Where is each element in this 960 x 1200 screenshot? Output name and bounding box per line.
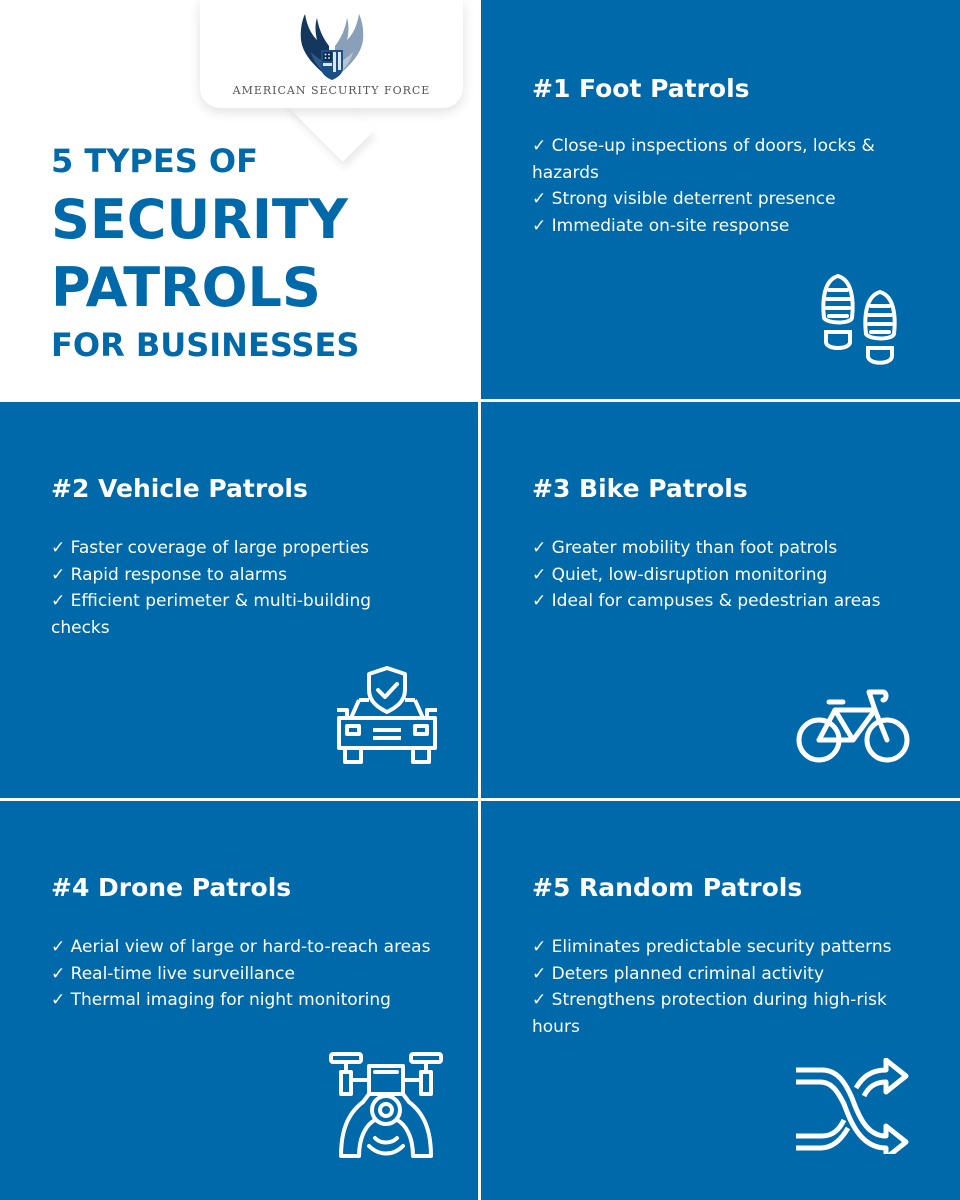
benefit-item: ✓ Aerial view of large or hard-to-reach areas bbox=[51, 937, 431, 957]
benefit-item: ✓ Close-up inspections of doors, locks & hazards bbox=[532, 136, 875, 183]
benefit-item: ✓ Deters planned criminal activity bbox=[532, 963, 825, 984]
panel-drone-patrols bbox=[0, 801, 478, 1200]
panel-title: #4 Drone Patrols bbox=[51, 873, 292, 902]
panel-bike-patrols bbox=[481, 402, 960, 798]
hero-title-line3: PATROLS bbox=[51, 256, 321, 319]
benefit-list bbox=[532, 934, 917, 1040]
panel-vehicle-patrols bbox=[0, 402, 478, 798]
panel-title: #5 Random Patrols bbox=[532, 873, 803, 902]
panel-title: #1 Foot Patrols bbox=[532, 74, 750, 103]
hero-title-line4: FOR BUSINESSES bbox=[51, 326, 360, 364]
benefit-item: ✓ Rapid response to alarms bbox=[51, 564, 287, 585]
drone-icon bbox=[329, 1050, 443, 1164]
shuffle-icon bbox=[794, 1058, 910, 1154]
benefit-item: ✓ Ideal for campuses & pedestrian areas bbox=[532, 591, 881, 611]
benefit-item: ✓ Thermal imaging for night monitoring bbox=[51, 990, 391, 1010]
panel-title: #3 Bike Patrols bbox=[532, 474, 748, 503]
panel-foot-patrols bbox=[481, 0, 960, 399]
hero-title-line2: SECURITY bbox=[51, 188, 348, 251]
logo bbox=[200, 0, 463, 110]
benefit-item: ✓ Strengthens protection during high-risk hours bbox=[532, 990, 887, 1037]
benefit-item: ✓ Real-time live surveillance bbox=[51, 963, 295, 984]
benefit-item: ✓ Quiet, low-disruption monitoring bbox=[532, 564, 828, 585]
panel-title: #2 Vehicle Patrols bbox=[51, 474, 308, 503]
bicycle-icon bbox=[795, 686, 911, 766]
panel-random-patrols bbox=[481, 801, 960, 1200]
benefit-list bbox=[51, 934, 431, 1014]
benefit-item: ✓ Faster coverage of large properties bbox=[51, 538, 370, 558]
benefit-list bbox=[532, 133, 902, 239]
benefit-item: ✓ Strong visible deterrent presence bbox=[532, 189, 836, 209]
car-shield-icon bbox=[333, 664, 441, 768]
benefit-list bbox=[51, 535, 431, 641]
eagle-shield-icon bbox=[299, 12, 365, 80]
benefit-item: ✓ Efficient perimeter & multi-building checks bbox=[51, 591, 372, 638]
benefit-item: ✓ Eliminates predictable security patterns bbox=[532, 937, 892, 957]
benefit-item: ✓ Greater mobility than foot patrols bbox=[532, 538, 838, 558]
logo-text: AMERICAN SECURITY FORCE bbox=[232, 84, 431, 97]
footprints-icon bbox=[818, 272, 902, 368]
benefit-item: ✓ Immediate on-site response bbox=[532, 215, 790, 236]
hero-title-line1: 5 TYPES OF bbox=[51, 142, 258, 180]
benefit-list bbox=[532, 535, 917, 615]
